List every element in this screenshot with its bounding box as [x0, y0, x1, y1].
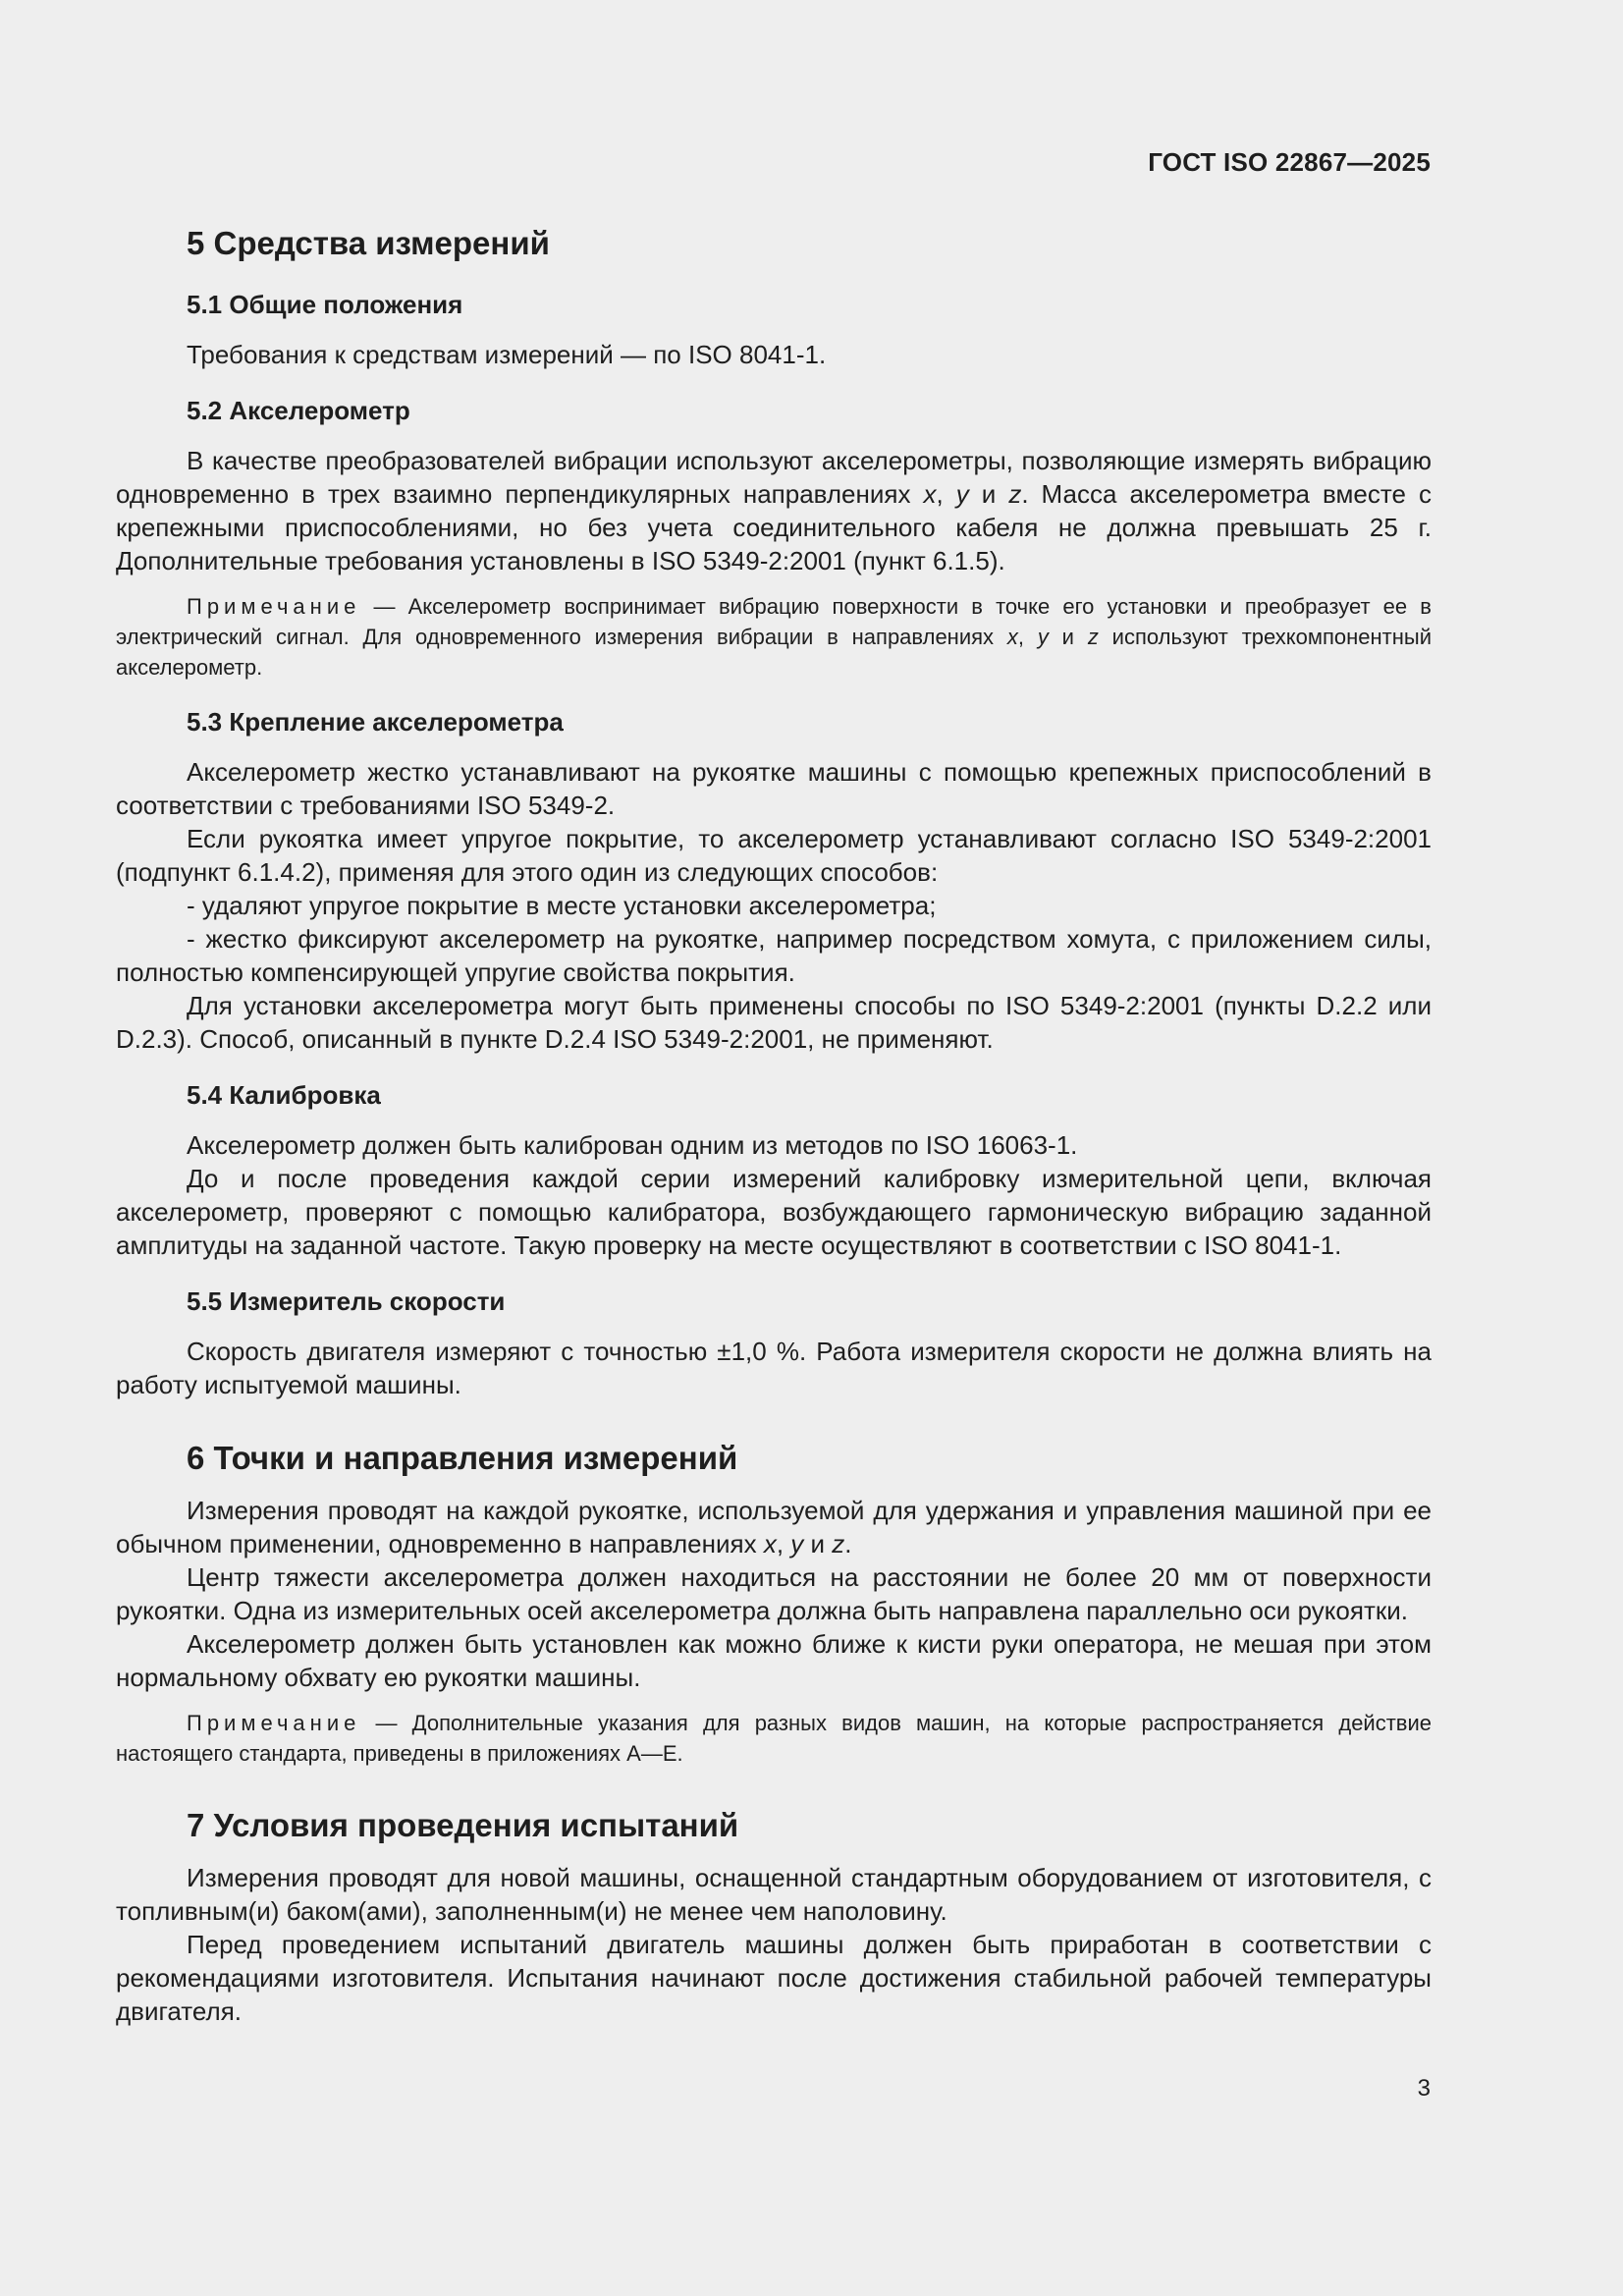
document-code-header: ГОСТ ISO 22867—2025	[1148, 147, 1431, 177]
section-5-2-heading: 5.2 Акселерометр	[187, 396, 410, 425]
section-5-3-list-item-1: - удаляют упругое покрытие в месте установки акселерометра;	[187, 891, 937, 920]
section-5-2-paragraph: В качестве преобразователей вибрации используют акселерометры, позволяющие измерять вибрацию одновременно в трех взаимно перпендикулярных направлениях x, y и z. Масса акселерометра вместе с крепежными приспособлениями, но без учета соединительного кабеля не должна превышать 25 г. Дополнительные требования установлены в ISO 5349-2:2001 (пункт 6.1.5).	[116, 446, 1432, 575]
section-5-3-paragraph-1: Акселерометр жестко устанавливают на рукоятке машины с помощью крепежных приспособлений в соответствии с требованиями ISO 5349-2.	[116, 757, 1432, 820]
document-body	[116, 222, 1432, 2028]
section-7-paragraph-2: Перед проведением испытаний двигатель машины должен быть приработан в соответствии с рекомендациями изготовителя. Испытания начинают после достижения стабильной рабочей температуры двигателя.	[116, 1930, 1432, 2026]
section-6-heading: 6 Точки и направления измерений	[187, 1440, 738, 1476]
section-5-1-heading: 5.1 Общие положения	[187, 290, 463, 319]
section-5-4-paragraph-2: До и после проведения каждой серии измерений калибровку измерительной цепи, включая акселерометр, проверяют с помощью калибратора, возбуждающего гармоническую вибрацию заданной амплитуды на заданной частоте. Такую проверку на месте осуществляют в соответствии с ISO 8041-1.	[116, 1164, 1432, 1260]
section-5-3-list-item-2: - жестко фиксируют акселерометр на рукоятке, например посредством хомута, с приложением силы, полностью компенсирующей упругие свойства покрытия.	[116, 924, 1432, 987]
section-5-3-heading: 5.3 Крепление акселерометра	[187, 707, 564, 737]
section-5-3-paragraph-3: Для установки акселерометра могут быть применены способы по ISO 5349-2:2001 (пункты D.2.2 или D.2.3). Способ, описанный в пункте D.2.4 ISO 5349-2:2001, не применяют.	[116, 991, 1432, 1054]
section-5-2-note: Примечание — Акселерометр воспринимает вибрацию поверхности в точке его установки и преобразует ее в электрический сигнал. Для одновременного измерения вибрации в направлениях x, y и z используют трехкомпонентный акселерометр.	[116, 594, 1433, 680]
section-6-note: Примечание — Дополнительные указания для разных видов машин, на которые распространяется действие настоящего стандарта, приведены в приложениях А—Е.	[116, 1711, 1432, 1766]
section-5-1-paragraph: Требования к средствам измерений — по ISO 8041-1.	[187, 340, 827, 369]
section-7-heading: 7 Условия проведения испытаний	[187, 1807, 739, 1843]
section-7-paragraph-1: Измерения проводят для новой машины, оснащенной стандартным оборудованием от изготовителя, с топливным(и) баком(ами), заполненным(и) не менее чем наполовину.	[116, 1863, 1432, 1926]
section-6-paragraph-2: Центр тяжести акселерометра должен находиться на расстоянии не более 20 мм от поверхности рукоятки. Одна из измерительных осей акселерометра должна быть направлена параллельно оси рукоятки.	[116, 1562, 1432, 1625]
section-5-3-paragraph-2: Если рукоятка имеет упругое покрытие, то акселерометр устанавливают согласно ISO 5349-2:2001 (подпункт 6.1.4.2), применяя для этого один из следующих способов:	[116, 824, 1432, 887]
section-5-5-heading: 5.5 Измеритель скорости	[187, 1286, 506, 1316]
section-5-heading: 5 Средства измерений	[187, 225, 550, 261]
section-5-5-paragraph: Скорость двигателя измеряют с точностью ±1,0 %. Работа измерителя скорости не должна влиять на работу испытуемой машины.	[116, 1337, 1432, 1399]
section-6-paragraph-3: Акселерометр должен быть установлен как можно ближе к кисти руки оператора, не мешая при этом нормальному обхвату ею рукоятки машины.	[116, 1629, 1432, 1692]
page-number: 3	[1417, 2075, 1431, 2102]
section-5-4-heading: 5.4 Калибровка	[187, 1080, 381, 1110]
section-6-paragraph-1: Измерения проводят на каждой рукоятке, используемой для удержания и управления машиной при ее обычном применении, одновременно в направлениях x, y и z.	[116, 1496, 1432, 1558]
section-5-4-paragraph-1: Акселерометр должен быть калиброван одним из методов по ISO 16063-1.	[187, 1130, 1078, 1160]
